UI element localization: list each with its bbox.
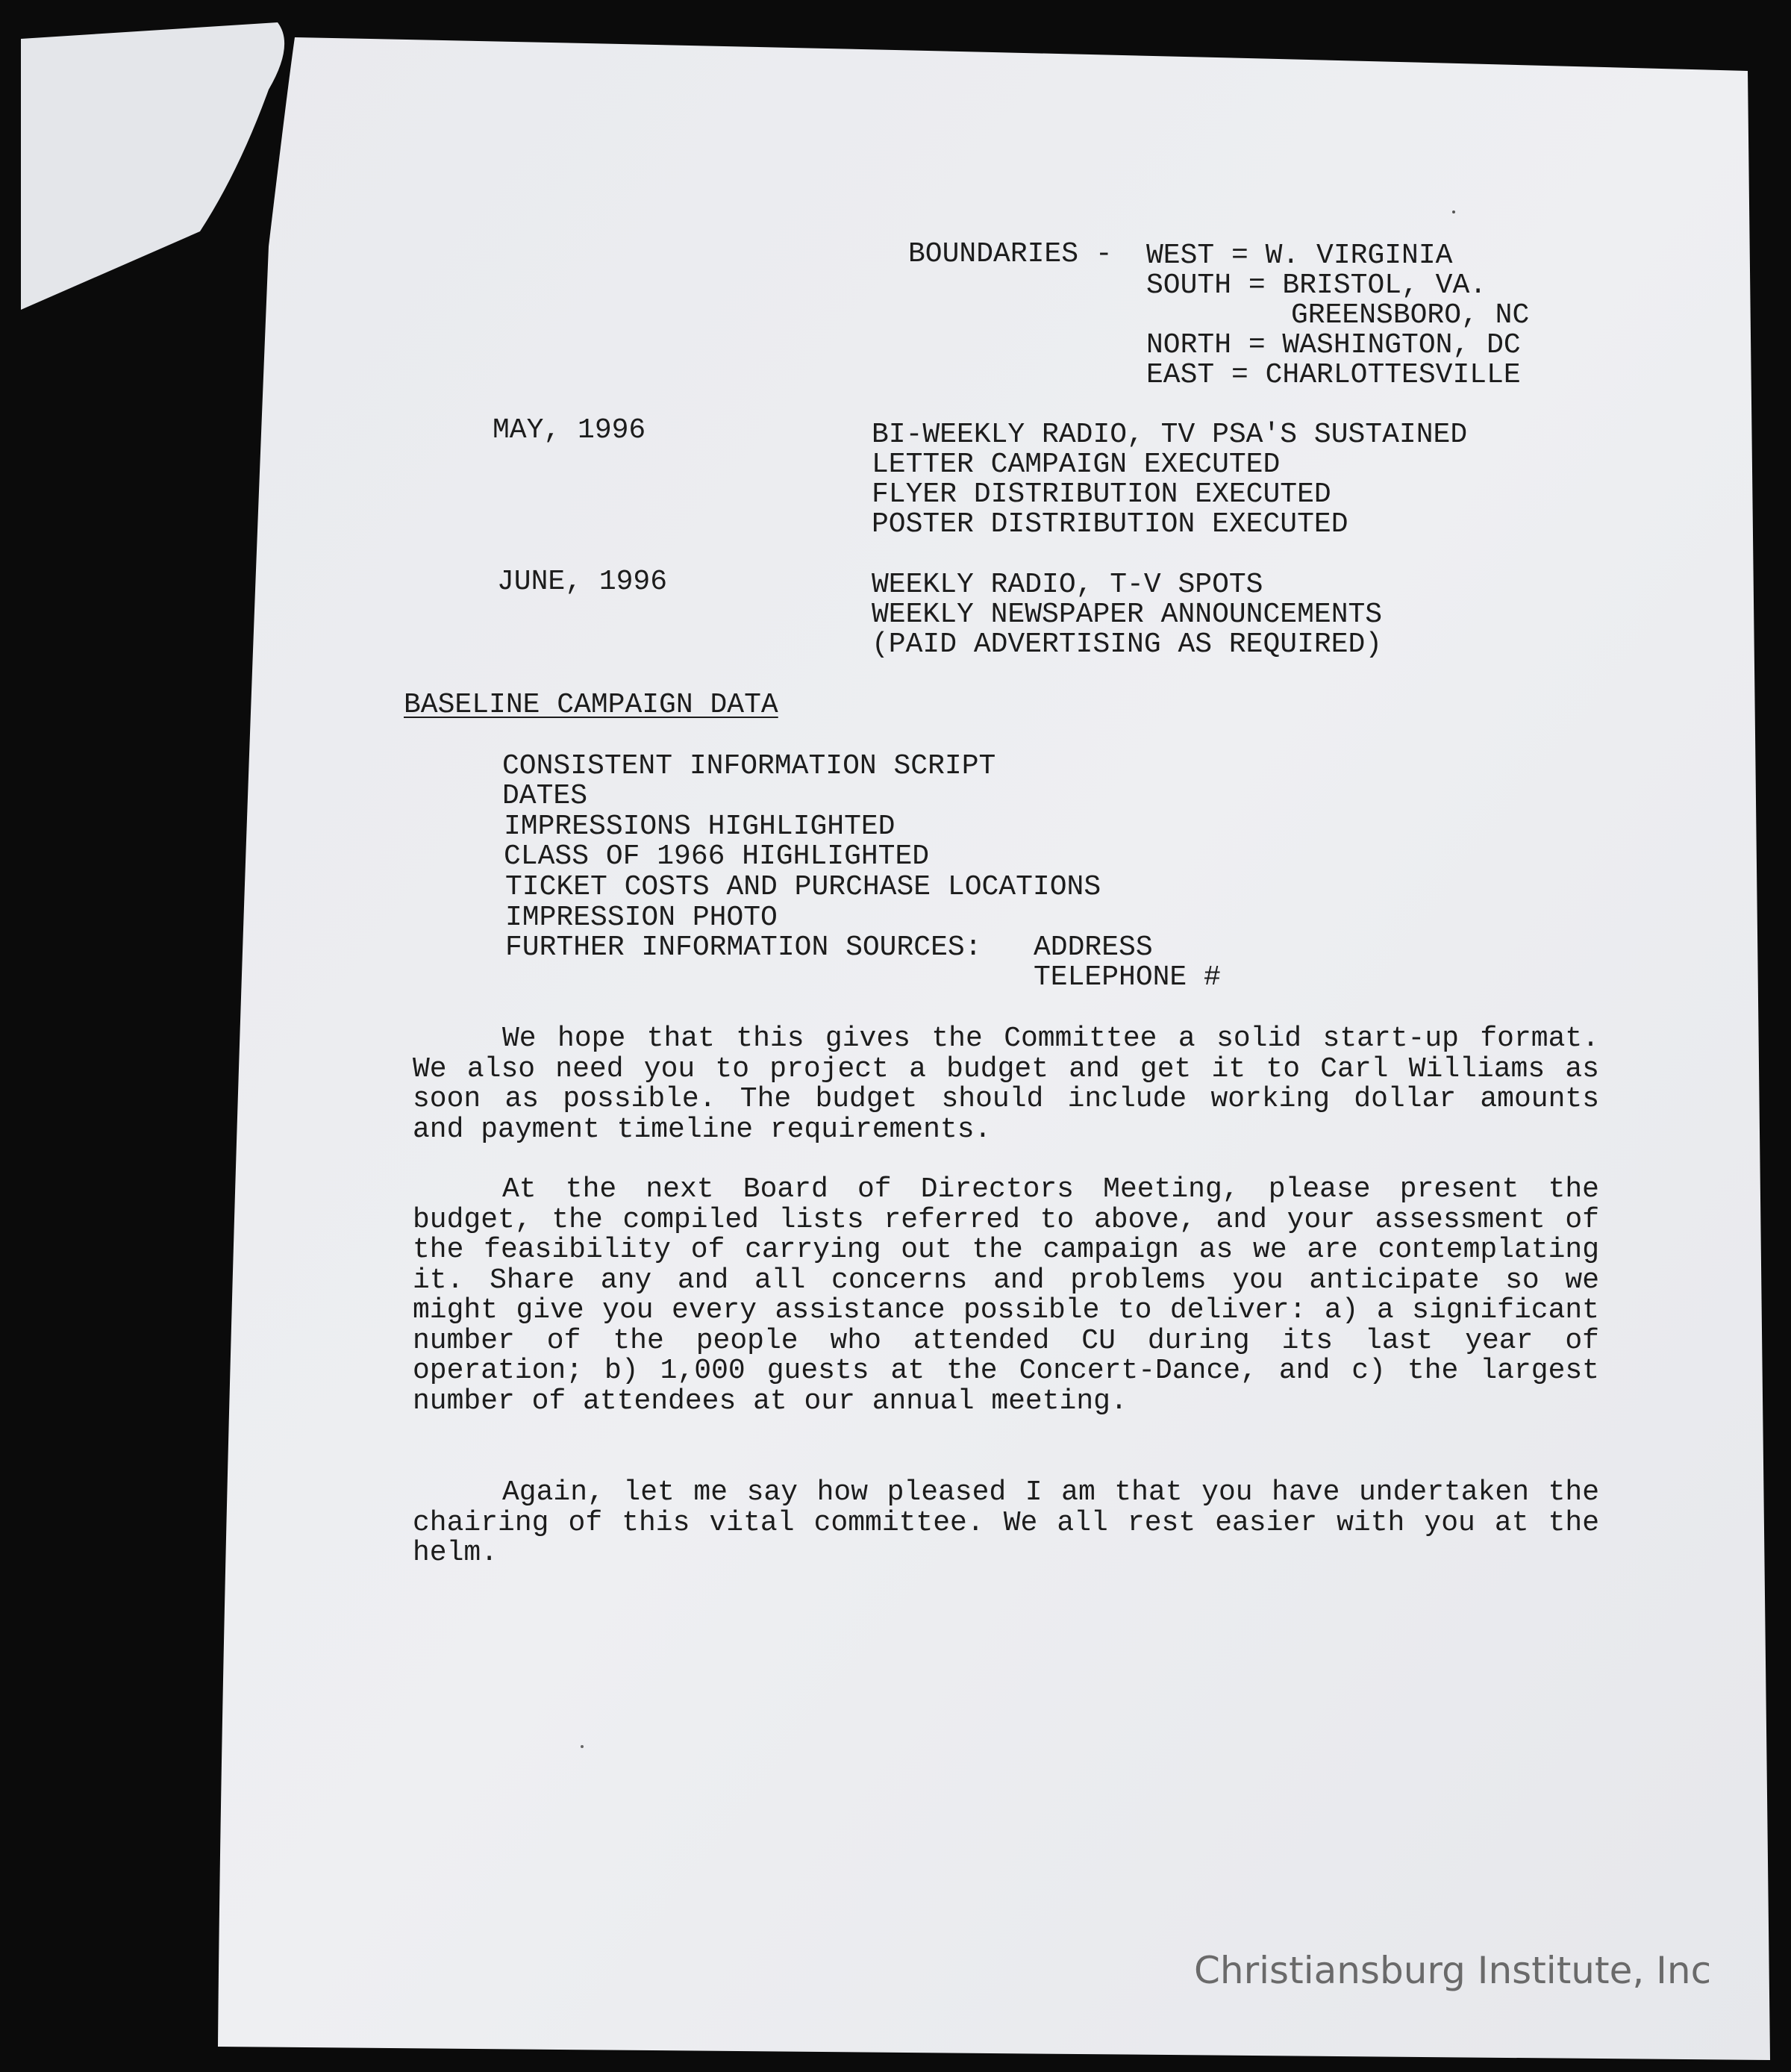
boundary-east: EAST = CHARLOTTESVILLE bbox=[1146, 359, 1521, 391]
baseline-source-address: ADDRESS bbox=[1034, 932, 1153, 964]
boundaries-label: BOUNDARIES - bbox=[908, 238, 1113, 270]
baseline-item: CLASS OF 1966 HIGHLIGHTED bbox=[504, 840, 930, 873]
schedule-item: WEEKLY RADIO, T-V SPOTS bbox=[872, 569, 1263, 601]
schedule-item: POSTER DISTRIBUTION EXECUTED bbox=[872, 508, 1348, 540]
schedule-item: (PAID ADVERTISING AS REQUIRED) bbox=[872, 628, 1383, 661]
boundary-north: NORTH = WASHINGTON, DC bbox=[1146, 329, 1521, 361]
schedule-date-may: MAY, 1996 bbox=[493, 414, 646, 446]
stray-dot bbox=[1452, 210, 1455, 213]
schedule-item: LETTER CAMPAIGN EXECUTED bbox=[872, 449, 1281, 481]
schedule-item: WEEKLY NEWSPAPER ANNOUNCEMENTS bbox=[872, 599, 1383, 631]
boundary-south-2: GREENSBORO, NC bbox=[1291, 299, 1530, 331]
paragraph-budget: We hope that this gives the Committee a solid start-up format. We also need you to project a budget and get it to Carl Williams as soon as possible. The budget should include working dollar amounts and payment timeline requirements. bbox=[413, 1023, 1599, 1146]
baseline-item: IMPRESSIONS HIGHLIGHTED bbox=[504, 811, 896, 843]
paragraph-board-meeting: At the next Board of Directors Meeting, please present the budget, the compiled lists referred to above, and your assessment of the feasibility of carrying out the campaign as we are contemplating it. Share any and all concerns and problems you anticipate so we might give you every assistance possible to deliver: a) a significant number of the people who attended CU during its last year of operation; b) 1,000 guests at the Concert-Dance, and c) the largest number of attendees at our annual meeting. bbox=[413, 1173, 1599, 1417]
schedule-date-june: JUNE, 1996 bbox=[497, 566, 668, 598]
stray-dot bbox=[581, 1745, 584, 1748]
baseline-heading: BASELINE CAMPAIGN DATA bbox=[404, 689, 778, 721]
boundary-west: WEST = W. VIRGINIA bbox=[1146, 240, 1453, 272]
boundary-south: SOUTH = BRISTOL, VA. bbox=[1146, 269, 1487, 302]
baseline-item: CONSISTENT INFORMATION SCRIPT bbox=[502, 750, 996, 782]
schedule-item: BI-WEEKLY RADIO, TV PSA'S SUSTAINED bbox=[872, 419, 1468, 451]
paragraph-closing: Again, let me say how pleased I am that you have undertaken the chairing of this vital committee. We all rest easier with you at the helm. bbox=[413, 1476, 1599, 1569]
baseline-source-telephone: TELEPHONE # bbox=[1034, 961, 1221, 993]
watermark-text: Christiansburg Institute, Inc bbox=[1194, 1949, 1712, 1992]
baseline-item: DATES bbox=[502, 780, 588, 812]
baseline-item: IMPRESSION PHOTO bbox=[505, 902, 778, 934]
baseline-item: TICKET COSTS AND PURCHASE LOCATIONS bbox=[505, 871, 1101, 903]
schedule-item: FLYER DISTRIBUTION EXECUTED bbox=[872, 478, 1331, 511]
baseline-sources-label: FURTHER INFORMATION SOURCES: bbox=[505, 932, 982, 964]
